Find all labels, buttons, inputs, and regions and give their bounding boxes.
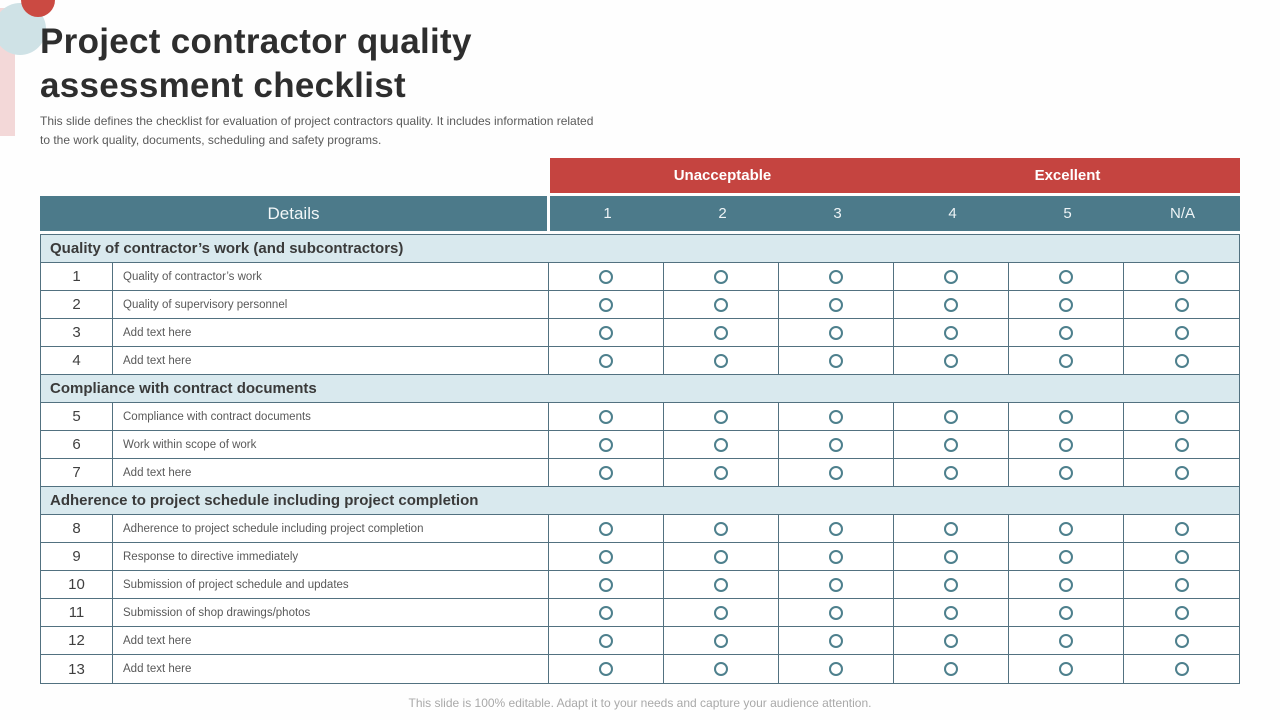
radio-circle-icon[interactable] <box>829 578 843 592</box>
radio-circle-icon[interactable] <box>829 466 843 480</box>
radio-circle-icon[interactable] <box>944 522 958 536</box>
rating-cell[interactable] <box>1009 571 1124 598</box>
radio-circle-icon[interactable] <box>599 522 613 536</box>
radio-circle-icon[interactable] <box>714 634 728 648</box>
radio-circle-icon[interactable] <box>599 438 613 452</box>
rating-cell[interactable] <box>549 291 664 318</box>
row-label: Response to directive immediately <box>113 543 549 570</box>
rating-cell[interactable] <box>1009 543 1124 570</box>
radio-circle-icon[interactable] <box>714 522 728 536</box>
rating-cell[interactable] <box>1124 319 1239 346</box>
rating-cell[interactable] <box>1009 459 1124 486</box>
radio-circle-icon[interactable] <box>829 326 843 340</box>
radio-circle-icon[interactable] <box>1175 354 1189 368</box>
table-row <box>41 291 1239 319</box>
radio-circle-icon[interactable] <box>944 438 958 452</box>
radio-circle-icon[interactable] <box>1059 298 1073 312</box>
rating-cell[interactable] <box>1124 655 1239 683</box>
radio-circle-icon[interactable] <box>1175 326 1189 340</box>
rating-cell[interactable] <box>1124 431 1239 458</box>
rating-cell[interactable] <box>1009 347 1124 374</box>
radio-circle-icon[interactable] <box>944 354 958 368</box>
radio-circle-icon[interactable] <box>599 298 613 312</box>
rating-cell[interactable] <box>894 431 1009 458</box>
rating-cell[interactable] <box>664 627 779 654</box>
row-number: 1 <box>41 263 113 290</box>
radio-circle-icon[interactable] <box>714 662 728 676</box>
radio-circle-icon[interactable] <box>714 606 728 620</box>
radio-circle-icon[interactable] <box>714 578 728 592</box>
rating-cell[interactable] <box>894 571 1009 598</box>
rating-cell[interactable] <box>664 403 779 430</box>
radio-circle-icon[interactable] <box>599 410 613 424</box>
row-number: 10 <box>41 571 113 598</box>
checklist-body <box>40 234 1240 684</box>
row-number: 5 <box>41 403 113 430</box>
rating-cell[interactable] <box>549 263 664 290</box>
rating-cell[interactable] <box>1009 291 1124 318</box>
rating-cell[interactable] <box>1124 627 1239 654</box>
rating-column-header: 1 <box>603 205 612 222</box>
radio-circle-icon[interactable] <box>829 298 843 312</box>
radio-circle-icon[interactable] <box>599 606 613 620</box>
rating-cell[interactable] <box>549 599 664 626</box>
row-number: 4 <box>41 347 113 374</box>
radio-circle-icon[interactable] <box>599 354 613 368</box>
table-row <box>41 655 1239 683</box>
row-label: Add text here <box>113 319 549 346</box>
scale-header-spacer <box>40 158 550 193</box>
radio-circle-icon[interactable] <box>1059 662 1073 676</box>
radio-circle-icon[interactable] <box>829 410 843 424</box>
rating-cell[interactable] <box>779 347 894 374</box>
radio-circle-icon[interactable] <box>1059 270 1073 284</box>
radio-circle-icon[interactable] <box>1059 438 1073 452</box>
rating-cell[interactable] <box>1124 347 1239 374</box>
radio-circle-icon[interactable] <box>714 298 728 312</box>
radio-circle-icon[interactable] <box>599 550 613 564</box>
radio-circle-icon[interactable] <box>944 662 958 676</box>
row-label: Add text here <box>113 655 549 683</box>
rating-cell[interactable] <box>1124 571 1239 598</box>
radio-circle-icon[interactable] <box>829 522 843 536</box>
rating-cell[interactable] <box>549 515 664 542</box>
rating-cell[interactable] <box>894 515 1009 542</box>
rating-cell[interactable] <box>779 459 894 486</box>
row-number: 12 <box>41 627 113 654</box>
radio-circle-icon[interactable] <box>829 662 843 676</box>
radio-circle-icon[interactable] <box>829 550 843 564</box>
row-number: 13 <box>41 655 113 683</box>
rating-cell[interactable] <box>1124 543 1239 570</box>
details-column-header: Details <box>40 196 547 231</box>
rating-cell[interactable] <box>779 543 894 570</box>
radio-circle-icon[interactable] <box>944 326 958 340</box>
assessment-table <box>40 158 1240 684</box>
radio-circle-icon[interactable] <box>714 326 728 340</box>
rating-cell[interactable] <box>664 347 779 374</box>
row-number: 11 <box>41 599 113 626</box>
row-label: Add text here <box>113 347 549 374</box>
radio-circle-icon[interactable] <box>1059 466 1073 480</box>
rating-cell[interactable] <box>894 627 1009 654</box>
radio-circle-icon[interactable] <box>1175 522 1189 536</box>
radio-circle-icon[interactable] <box>1175 662 1189 676</box>
rating-cell[interactable] <box>894 263 1009 290</box>
radio-circle-icon[interactable] <box>1059 326 1073 340</box>
slide-footer: This slide is 100% editable. Adapt it to your needs and capture your audience attention. <box>408 696 872 710</box>
radio-circle-icon[interactable] <box>829 634 843 648</box>
radio-circle-icon[interactable] <box>944 270 958 284</box>
radio-circle-icon[interactable] <box>599 634 613 648</box>
rating-cell[interactable] <box>1009 599 1124 626</box>
rating-cell[interactable] <box>1124 459 1239 486</box>
row-number: 7 <box>41 459 113 486</box>
radio-circle-icon[interactable] <box>599 326 613 340</box>
rating-cell[interactable] <box>779 291 894 318</box>
radio-circle-icon[interactable] <box>1175 606 1189 620</box>
radio-circle-icon[interactable] <box>1059 606 1073 620</box>
rating-column-header: 3 <box>833 205 842 222</box>
radio-circle-icon[interactable] <box>599 270 613 284</box>
rating-cell[interactable] <box>664 319 779 346</box>
rating-cell[interactable] <box>549 627 664 654</box>
table-row <box>41 403 1239 431</box>
rating-cell[interactable] <box>549 655 664 683</box>
section-header-row: Compliance with contract documents <box>41 375 1239 403</box>
table-row <box>41 319 1239 347</box>
radio-circle-icon[interactable] <box>829 354 843 368</box>
section-header-row: Quality of contractor’s work (and subcontractors) <box>41 235 1239 263</box>
radio-circle-icon[interactable] <box>1059 410 1073 424</box>
radio-circle-icon[interactable] <box>944 634 958 648</box>
slide-subtitle: This slide defines the checklist for evaluation of project contractors quality. It includes information related to the work quality, documents, scheduling and safety programs. <box>40 114 594 147</box>
radio-circle-icon[interactable] <box>1175 634 1189 648</box>
scale-header-row <box>40 158 1240 193</box>
row-label: Submission of shop drawings/photos <box>113 599 549 626</box>
radio-circle-icon[interactable] <box>714 410 728 424</box>
radio-circle-icon[interactable] <box>714 466 728 480</box>
rating-cell[interactable] <box>664 515 779 542</box>
radio-circle-icon[interactable] <box>1175 550 1189 564</box>
rating-cell[interactable] <box>549 347 664 374</box>
rating-cell[interactable] <box>1124 263 1239 290</box>
rating-cell[interactable] <box>664 543 779 570</box>
page-title: Project contractor quality assessment checklist <box>40 22 472 105</box>
row-number: 8 <box>41 515 113 542</box>
rating-cell[interactable] <box>549 403 664 430</box>
radio-circle-icon[interactable] <box>1059 522 1073 536</box>
rating-cell[interactable] <box>779 319 894 346</box>
rating-cell[interactable] <box>779 571 894 598</box>
row-label: Add text here <box>113 459 549 486</box>
row-number: 9 <box>41 543 113 570</box>
rating-cell[interactable] <box>1009 655 1124 683</box>
table-row <box>41 627 1239 655</box>
rating-cell[interactable] <box>894 319 1009 346</box>
rating-column-header: 2 <box>718 205 727 222</box>
radio-circle-icon[interactable] <box>1175 410 1189 424</box>
radio-circle-icon[interactable] <box>714 270 728 284</box>
radio-circle-icon[interactable] <box>1059 550 1073 564</box>
row-label: Compliance with contract documents <box>113 403 549 430</box>
radio-circle-icon[interactable] <box>944 410 958 424</box>
rating-cell[interactable] <box>1009 431 1124 458</box>
rating-cell[interactable] <box>1124 403 1239 430</box>
radio-circle-icon[interactable] <box>944 578 958 592</box>
table-row <box>41 431 1239 459</box>
radio-circle-icon[interactable] <box>944 550 958 564</box>
radio-circle-icon[interactable] <box>1175 438 1189 452</box>
rating-column-headers <box>550 196 1240 231</box>
table-row <box>41 515 1239 543</box>
rating-cell[interactable] <box>664 263 779 290</box>
radio-circle-icon[interactable] <box>944 606 958 620</box>
rating-column-header: 4 <box>948 205 957 222</box>
rating-cell[interactable] <box>894 459 1009 486</box>
table-row <box>41 599 1239 627</box>
table-row <box>41 543 1239 571</box>
rating-cell[interactable] <box>664 459 779 486</box>
rating-cell[interactable] <box>779 403 894 430</box>
radio-circle-icon[interactable] <box>1175 298 1189 312</box>
rating-column-header: 5 <box>1063 205 1072 222</box>
rating-cell[interactable] <box>1124 599 1239 626</box>
column-header-row <box>40 196 1240 231</box>
radio-circle-icon[interactable] <box>1175 578 1189 592</box>
rating-cell[interactable] <box>664 431 779 458</box>
rating-cell[interactable] <box>664 291 779 318</box>
row-label: Quality of supervisory personnel <box>113 291 549 318</box>
radio-circle-icon[interactable] <box>714 438 728 452</box>
row-label: Add text here <box>113 627 549 654</box>
radio-circle-icon[interactable] <box>1059 634 1073 648</box>
radio-circle-icon[interactable] <box>714 354 728 368</box>
rating-cell[interactable] <box>779 627 894 654</box>
rating-cell[interactable] <box>894 291 1009 318</box>
radio-circle-icon[interactable] <box>599 466 613 480</box>
radio-circle-icon[interactable] <box>1059 578 1073 592</box>
row-number: 2 <box>41 291 113 318</box>
rating-cell[interactable] <box>779 599 894 626</box>
radio-circle-icon[interactable] <box>599 578 613 592</box>
rating-cell[interactable] <box>894 347 1009 374</box>
rating-cell[interactable] <box>1009 319 1124 346</box>
row-label: Submission of project schedule and updates <box>113 571 549 598</box>
rating-cell[interactable] <box>664 571 779 598</box>
rating-cell[interactable] <box>1009 627 1124 654</box>
rating-cell[interactable] <box>1124 291 1239 318</box>
rating-cell[interactable] <box>1009 403 1124 430</box>
table-row <box>41 347 1239 375</box>
rating-cell[interactable] <box>549 571 664 598</box>
radio-circle-icon[interactable] <box>714 550 728 564</box>
rating-cell[interactable] <box>779 263 894 290</box>
scale-label-unacceptable: Unacceptable <box>550 158 895 193</box>
radio-circle-icon[interactable] <box>829 606 843 620</box>
rating-cell[interactable] <box>779 655 894 683</box>
radio-circle-icon[interactable] <box>1059 354 1073 368</box>
rating-cell[interactable] <box>1009 515 1124 542</box>
rating-cell[interactable] <box>549 431 664 458</box>
scale-label-excellent: Excellent <box>895 158 1240 193</box>
rating-cell[interactable] <box>664 599 779 626</box>
radio-circle-icon[interactable] <box>944 466 958 480</box>
row-label: Adherence to project schedule including project completion <box>113 515 549 542</box>
rating-cell[interactable] <box>549 543 664 570</box>
rating-cell[interactable] <box>779 515 894 542</box>
rating-cell[interactable] <box>664 655 779 683</box>
rating-cell[interactable] <box>549 319 664 346</box>
rating-cell[interactable] <box>894 543 1009 570</box>
radio-circle-icon[interactable] <box>1175 466 1189 480</box>
rating-cell[interactable] <box>1124 515 1239 542</box>
table-row <box>41 571 1239 599</box>
table-row <box>41 263 1239 291</box>
rating-cell[interactable] <box>894 403 1009 430</box>
rating-cell[interactable] <box>779 431 894 458</box>
row-number: 6 <box>41 431 113 458</box>
rating-cell[interactable] <box>894 655 1009 683</box>
radio-circle-icon[interactable] <box>944 298 958 312</box>
radio-circle-icon[interactable] <box>1175 270 1189 284</box>
rating-cell[interactable] <box>549 459 664 486</box>
radio-circle-icon[interactable] <box>829 438 843 452</box>
rating-cell[interactable] <box>894 599 1009 626</box>
radio-circle-icon[interactable] <box>599 662 613 676</box>
row-number: 3 <box>41 319 113 346</box>
rating-column-header: N/A <box>1169 205 1195 222</box>
radio-circle-icon[interactable] <box>829 270 843 284</box>
row-label: Work within scope of work <box>113 431 549 458</box>
rating-cell[interactable] <box>1009 263 1124 290</box>
row-label: Quality of contractor’s work <box>113 263 549 290</box>
section-header-row: Adherence to project schedule including project completion <box>41 487 1239 515</box>
table-row <box>41 459 1239 487</box>
